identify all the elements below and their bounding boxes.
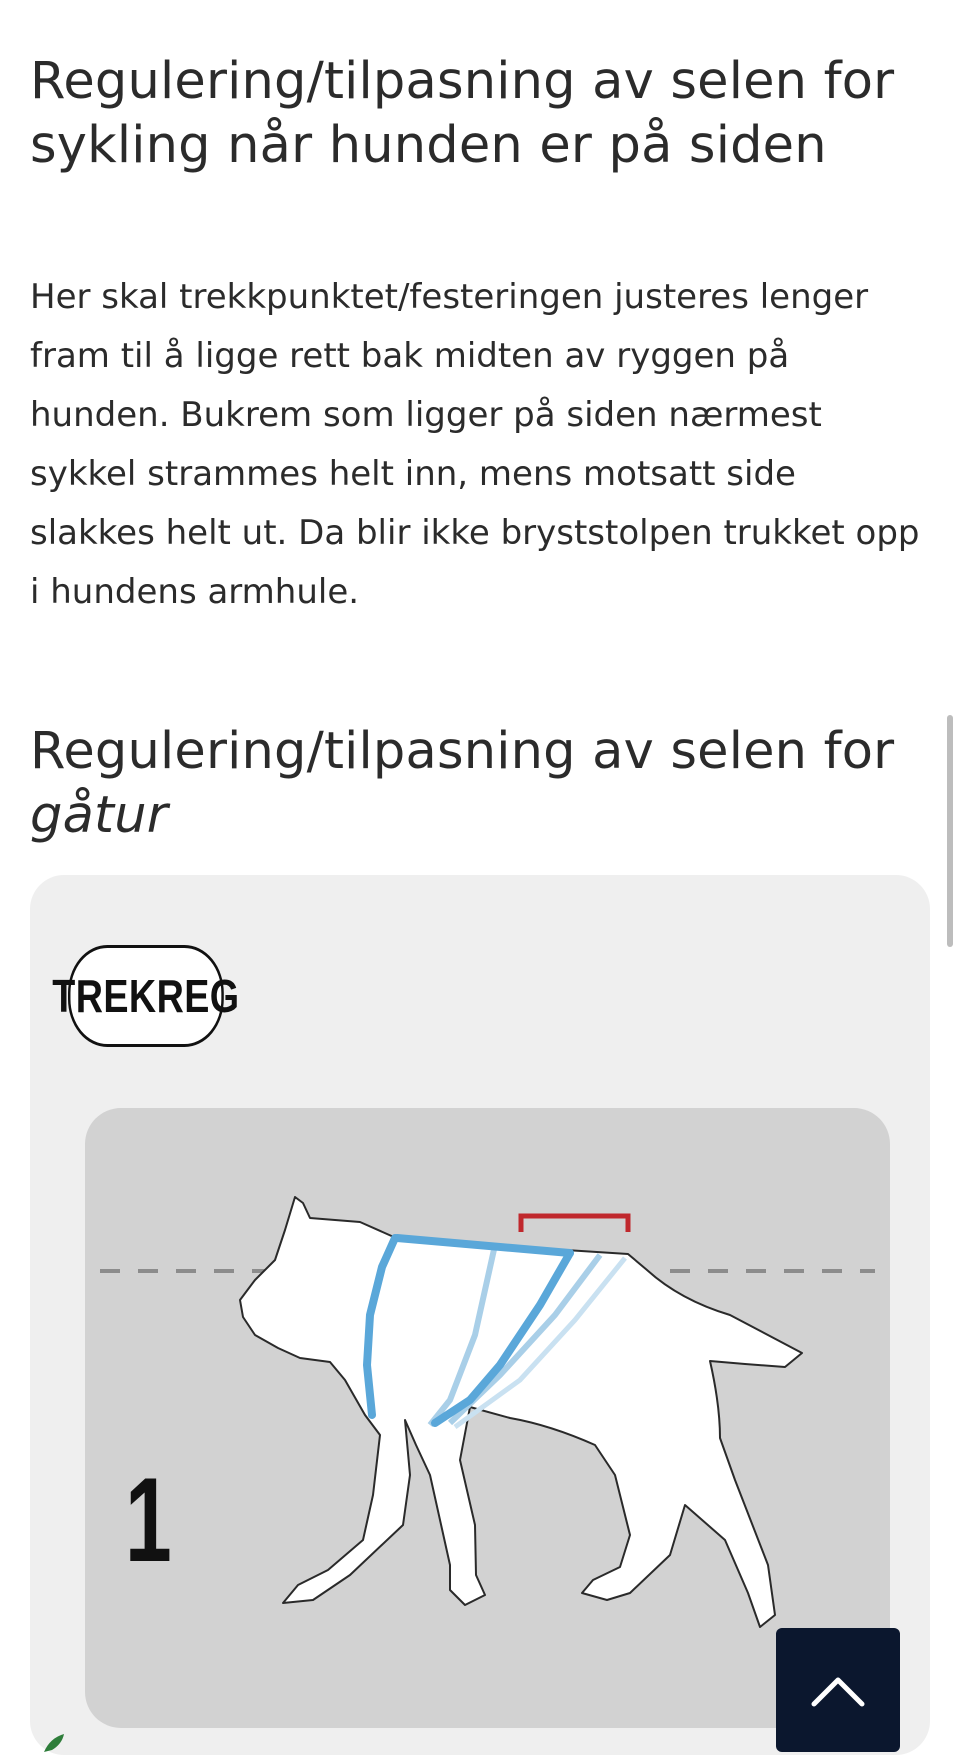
attachment-bracket bbox=[521, 1216, 628, 1232]
brand-badge: TREKREG bbox=[68, 945, 224, 1047]
section-title-walking bbox=[30, 720, 930, 848]
dog-harness-illustration bbox=[30, 875, 930, 1755]
scrollbar[interactable] bbox=[947, 715, 953, 947]
back-to-top-button[interactable] bbox=[776, 1628, 900, 1752]
section-title-walking-prefix: Regulering/tilpasning av selen for bbox=[30, 722, 895, 781]
section-title-cycling: Regulering/tilpasning av selen for sykling når hunden er på siden bbox=[30, 52, 895, 175]
section-body-cycling: Her skal trekkpunktet/festeringen justeres lenger fram til å ligge rett bak midten av ryggen på hunden. Bukrem som ligger på siden nærmest sykkel strammes helt inn, mens motsatt side slakkes helt ut. Da blir ikke bryststolpen trukket opp i hundens armhule. bbox=[30, 277, 920, 612]
chevron-up-icon bbox=[808, 1670, 868, 1710]
leaf-icon bbox=[40, 1732, 80, 1752]
harness-figure bbox=[30, 875, 930, 1755]
dog-icon bbox=[240, 1197, 802, 1627]
step-number: 1 bbox=[125, 1453, 172, 1587]
section-title-walking-emphasis: gåtur bbox=[30, 786, 168, 845]
